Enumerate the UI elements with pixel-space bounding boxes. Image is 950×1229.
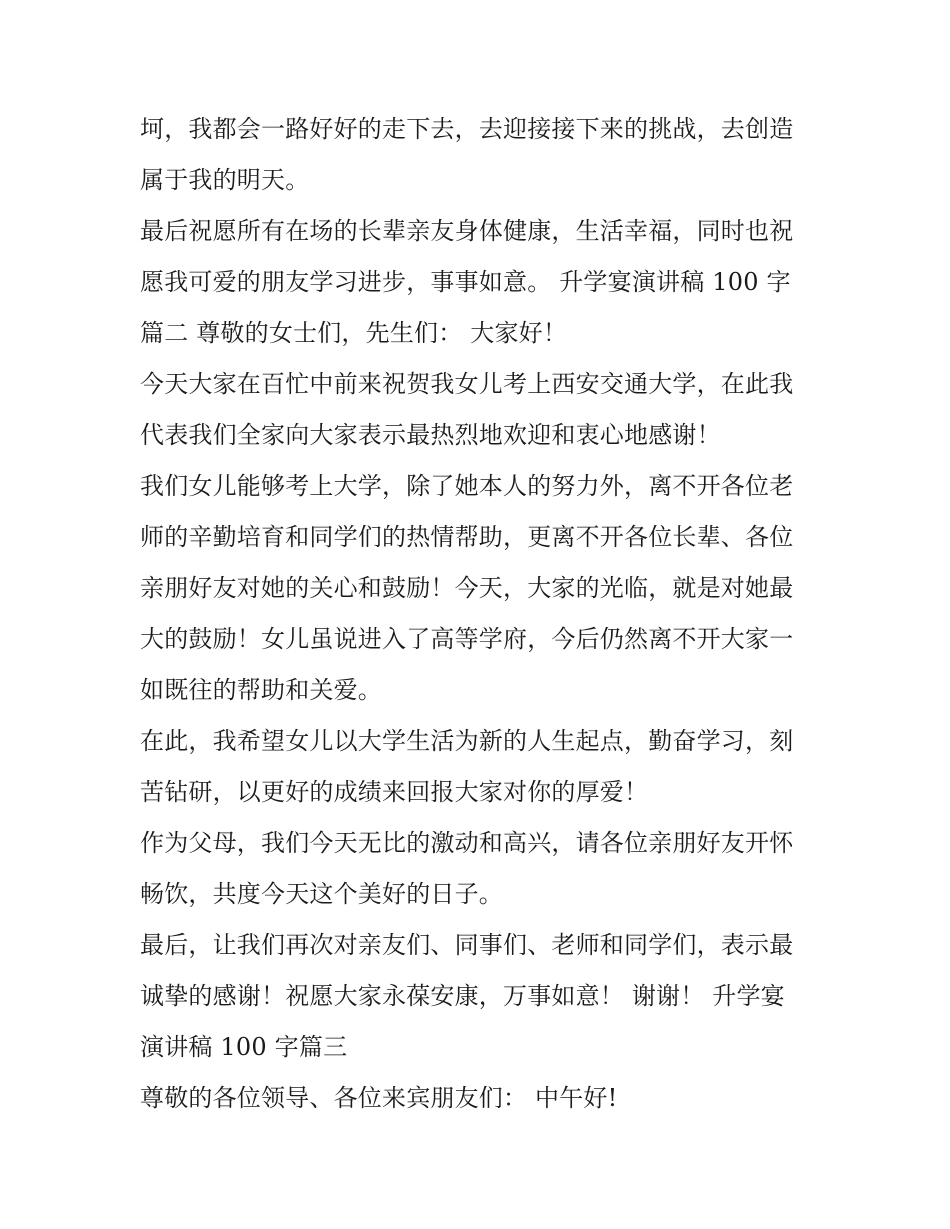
text-line: 师的辛勤培育和同学们的热情帮助，更离不开各位长辈、各位 [140,523,794,551]
text-line: 愿我可爱的朋友学习进步，事事如意。 升学宴演讲稿 100 字 [140,268,791,296]
text-line: 演讲稿 100 字篇三 [140,1033,348,1061]
text-line: 作为父母，我们今天无比的激动和高兴，请各位亲朋好友开怀 [140,829,794,857]
text-line: 亲朋好友对她的关心和鼓励！今天，大家的光临，就是对她最 [140,574,794,602]
text-line: 属于我的明天。 [140,166,310,194]
text-line: 坷，我都会一路好好的走下去，去迎接接下来的挑战，去创造 [140,115,794,143]
text-line: 今天大家在百忙中前来祝贺我女儿考上西安交通大学，在此我 [140,370,794,398]
text-line: 最后，让我们再次对亲友们、同事们、老师和同学们，表示最 [140,931,794,959]
text-line: 代表我们全家向大家表示最热烈地欢迎和衷心地感谢！ [140,421,721,449]
text-line: 大的鼓励！女儿虽说进入了高等学府，今后仍然离不开大家一 [140,625,794,653]
text-line: 最后祝愿所有在场的长辈亲友身体健康，生活幸福，同时也祝 [140,217,794,245]
text-line: 我们女儿能够考上大学，除了她本人的努力外，离不开各位老 [140,472,794,500]
document-body [140,104,820,1124]
text-line: 如既往的帮助和关爱。 [140,676,382,704]
text-line: 苦钻研，以更好的成绩来回报大家对你的厚爱！ [140,778,649,806]
text-line: 诚挚的感谢！祝愿大家永葆安康，万事如意！ 谢谢！ 升学宴 [140,982,785,1010]
text-line: 畅饮，共度今天这个美好的日子。 [140,880,503,908]
text-line: 篇二 尊敬的女士们，先生们： 大家好！ [140,319,568,347]
text-line: 在此，我希望女儿以大学生活为新的人生起点，勤奋学习，刻 [140,727,794,755]
text-line: 尊敬的各位领导、各位来宾朋友们： 中午好! [140,1084,618,1112]
